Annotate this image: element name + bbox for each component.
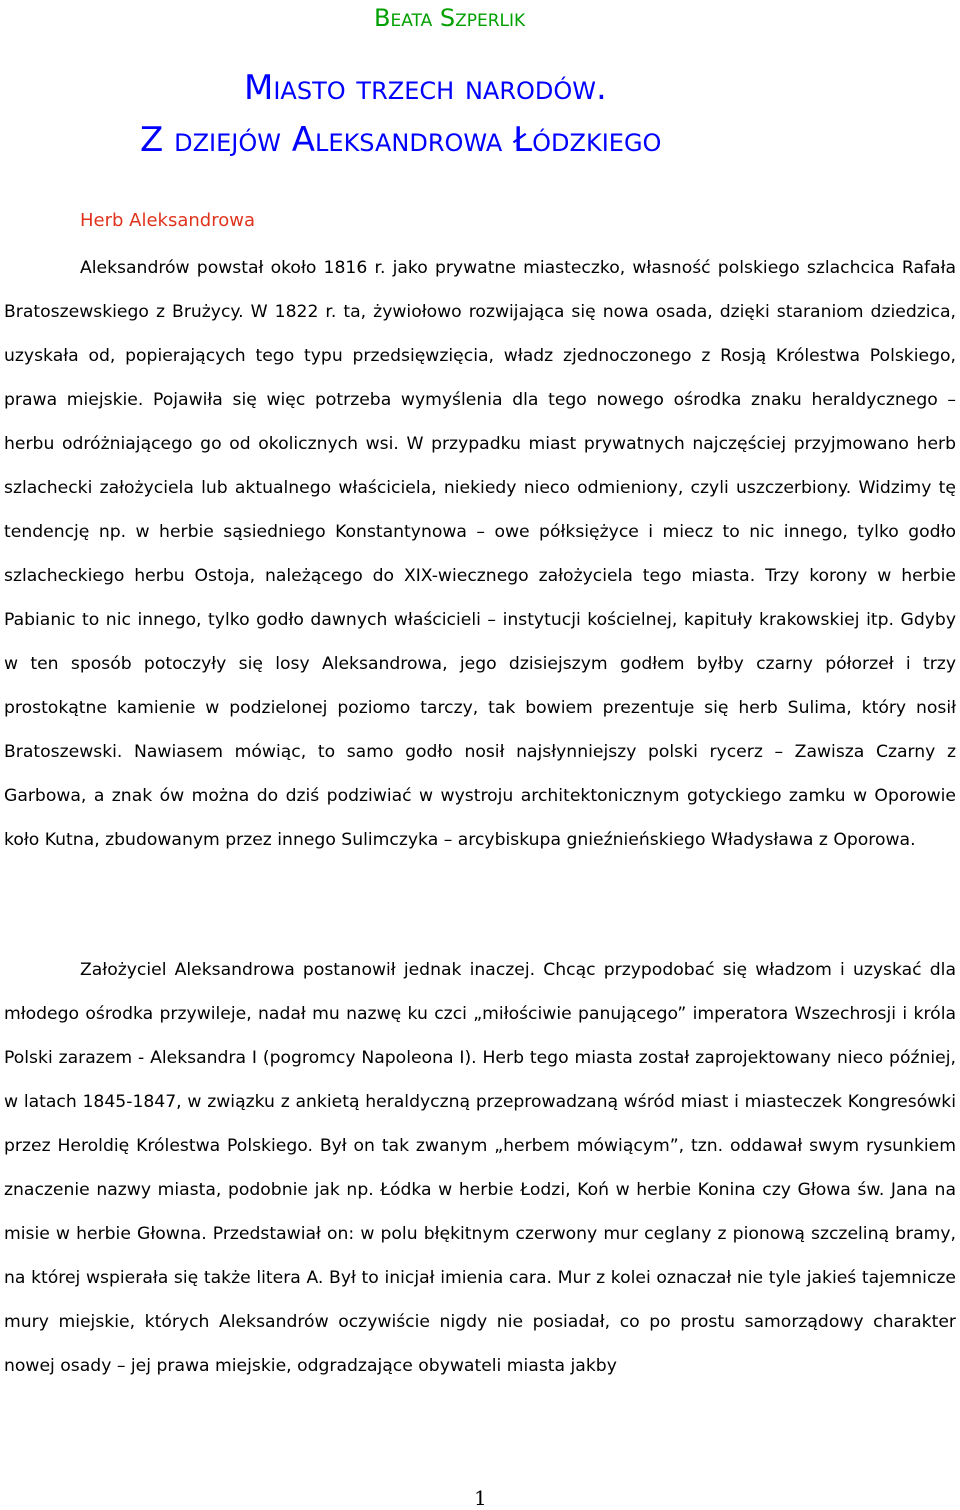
paragraph-2: Założyciel Aleksandrowa postanowił jednak inaczej. Chcąc przypodobać się władzom i uzyskać dla młodego ośrodka przywileje, nadał mu nazwę ku czci „miłościwie panującego” imperatora Wszechrosji i króla Polski zarazem - Aleksandra I (pogromcy Napoleona I). Herb tego miasta został zaprojektowany nieco później, w latach 1845-1847, w związku z ankietą heraldyczną przeprowadzaną wśród miast i miasteczek Kongresówki przez Heroldię Królestwa Polskiego. Był on tak zwanym „herbem mówiącym”, tzn. oddawał swym rysunkiem znaczenie nazwy miasta, podobnie jak np. Łódka w herbie Łodzi, Koń w herbie Konina czy Głowa św. Jana na misie w herbie Głowna. Przedstawiał on: w polu błękitnym czerwony mur ceglany z pionową szczeliną bramy, na której wspierała się także litera A. Był to inicjał imienia cara. Mur z kolei oznaczał nie tyle jakieś tajemnicze mury miejskie, których Aleksandrów oczywiście nigdy nie posiadał, co po prostu samorządowy charakter nowej osady – jej prawa miejskie, odgradzające obywateli miasta jakby	[4, 960, 956, 1376]
page-number: 1	[474, 1486, 487, 1510]
author-name: Beata Szperlik	[374, 4, 526, 32]
section-heading: Herb Aleksandrowa	[80, 210, 255, 231]
document-title-line-2: Z dziejów Aleksandrowa Łódzkiego	[140, 120, 662, 160]
paragraph-1: Aleksandrów powstał około 1816 r. jako prywatne miasteczko, własność polskiego szlachcica Rafała Bratoszewskiego z Brużycy. W 1822 r. ta, żywiołowo rozwijająca się nowa osada, dzięki staraniom dziedzica, uzyskała od, popierających tego typu przedsięwzięcia, władz zjednoczonego z Rosją Królestwa Polskiego, prawa miejskie. Pojawiła się więc potrzeba wymyślenia dla tego nowego ośrodka znaku heraldycznego – herbu odróżniającego go od okolicznych wsi. W przypadku miast prywatnych najczęściej przyjmowano herb szlachecki założyciela lub aktualnego właściciela, niekiedy nieco odmieniony, czyli uszczerbiony. Widzimy tę tendencję np. w herbie sąsiedniego Konstantynowa – owe półksiężyce i miecz to nic innego, tylko godło szlacheckiego herbu Ostoja, należącego do XIX-wiecznego założyciela tego miasta. Trzy korony w herbie Pabianic to nic innego, tylko godło dawnych właścicieli – instytucji kościelnej, kapituły krakowskiej itp. Gdyby w ten sposób potoczyły się losy Aleksandrowa, jego dzisiejszym godłem byłby czarny półorzeł i trzy prostokątne kamienie w podzielonej poziomo tarczy, tak bowiem prezentuje się herb Sulima, który nosił Bratoszewski. Nawiasem mówiąc, to samo godło nosił najsłynniejszy polski rycerz – Zawisza Czarny z Garbowa, a znak ów można do dziś podziwiać w wystroju architektonicznym gotyckiego zamku w Oporowie koło Kutna, zbudowanym przez innego Sulimczyka – arcybiskupa gnieźnieńskiego Władysława z Oporowa.	[4, 258, 956, 850]
document-title-line-1: Miasto trzech narodów.	[244, 68, 607, 108]
